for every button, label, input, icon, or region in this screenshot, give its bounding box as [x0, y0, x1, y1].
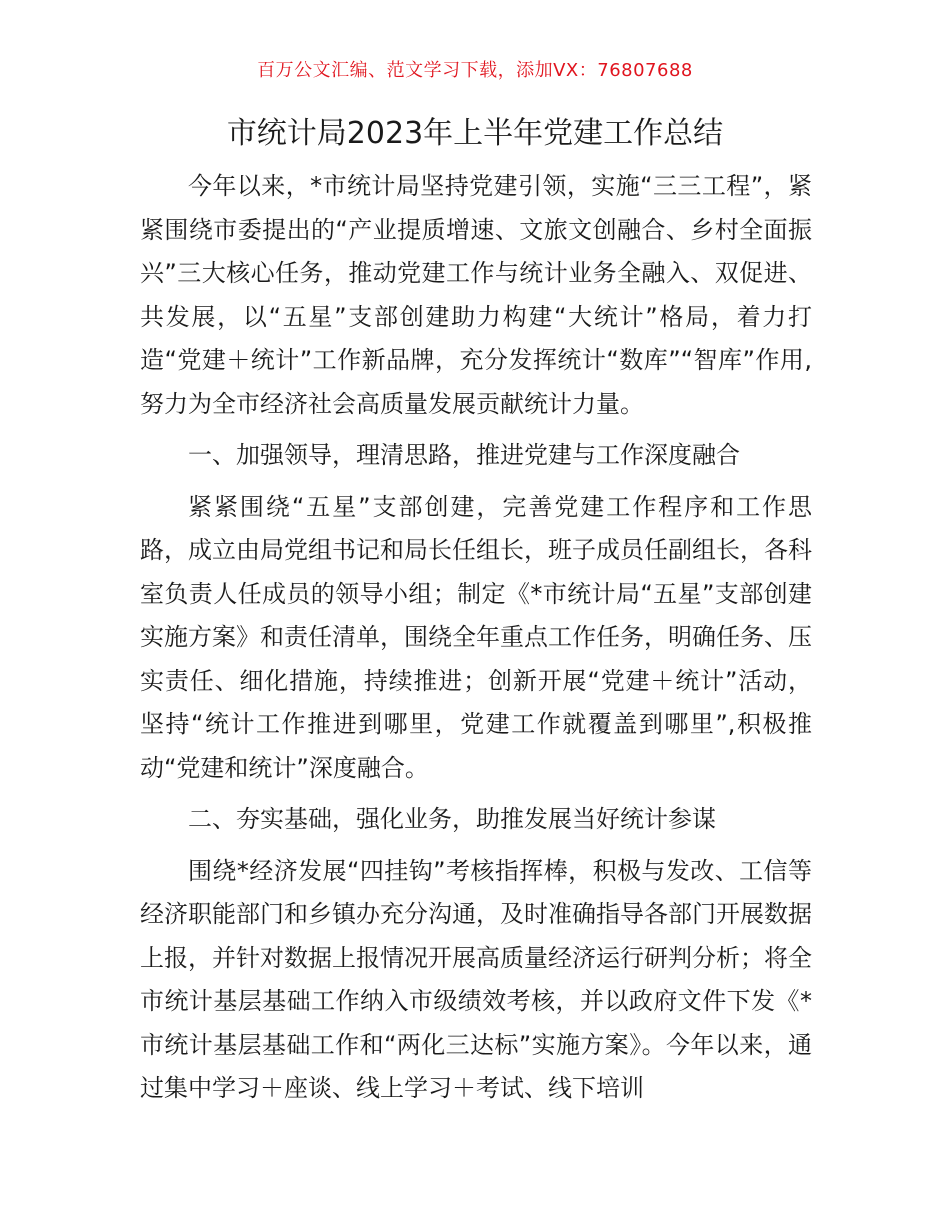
document-body: [140, 165, 812, 1111]
section-1-heading: 一、加强领导，理清思路，推进党建与工作深度融合: [188, 441, 740, 469]
section-2-heading: 二、夯实基础，强化业务，助推发展当好统计参谋: [188, 805, 716, 833]
intro-paragraph: 今年以来，*市统计局坚持党建引领，实施“三三工程”，紧紧围绕市委提出的“产业提质增速、文旅文创融合、乡村全面振兴”三大核心任务，推动党建工作与统计业务全融入、双促进、共发展，以“五星”支部创建助力构建“大统计”格局，着力打造“党建＋统计”工作新品牌，充分发挥统计“数库”“智库”作用,努力为全市经济社会高质量发展贡献统计力量。: [140, 172, 812, 418]
section-1-paragraph: 紧紧围绕“五星”支部创建，完善党建工作程序和工作思路，成立由局党组书记和局长任组长，班子成员任副组长，各科室负责人任成员的领导小组；制定《*市统计局“五星”支部创建实施方案》和责任清单，围绕全年重点工作任务，明确任务、压实责任、细化措施，持续推进；创新开展“党建＋统计”活动，坚持“统计工作推进到哪里，党建工作就覆盖到哪里”,积极推动“党建和统计”深度融合。: [140, 492, 812, 782]
watermark-banner: 百万公文汇编、范文学习下载，添加VX：76807688: [257, 60, 693, 81]
section-2-paragraph: 围绕*经济发展“四挂钩”考核指挥棒，积极与发改、工信等经济职能部门和乡镇办充分沟通，及时准确指导各部门开展数据上报，并针对数据上报情况开展高质量经济运行研判分析；将全市统计基层基础工作纳入市级绩效考核，并以政府文件下发《*市统计基层基础工作和“两化三达标”实施方案》。今年以来，通过集中学习＋座谈、线上学习＋考试、线下培训: [140, 856, 812, 1102]
document-title: 市统计局2023年上半年党建工作总结: [226, 116, 724, 151]
